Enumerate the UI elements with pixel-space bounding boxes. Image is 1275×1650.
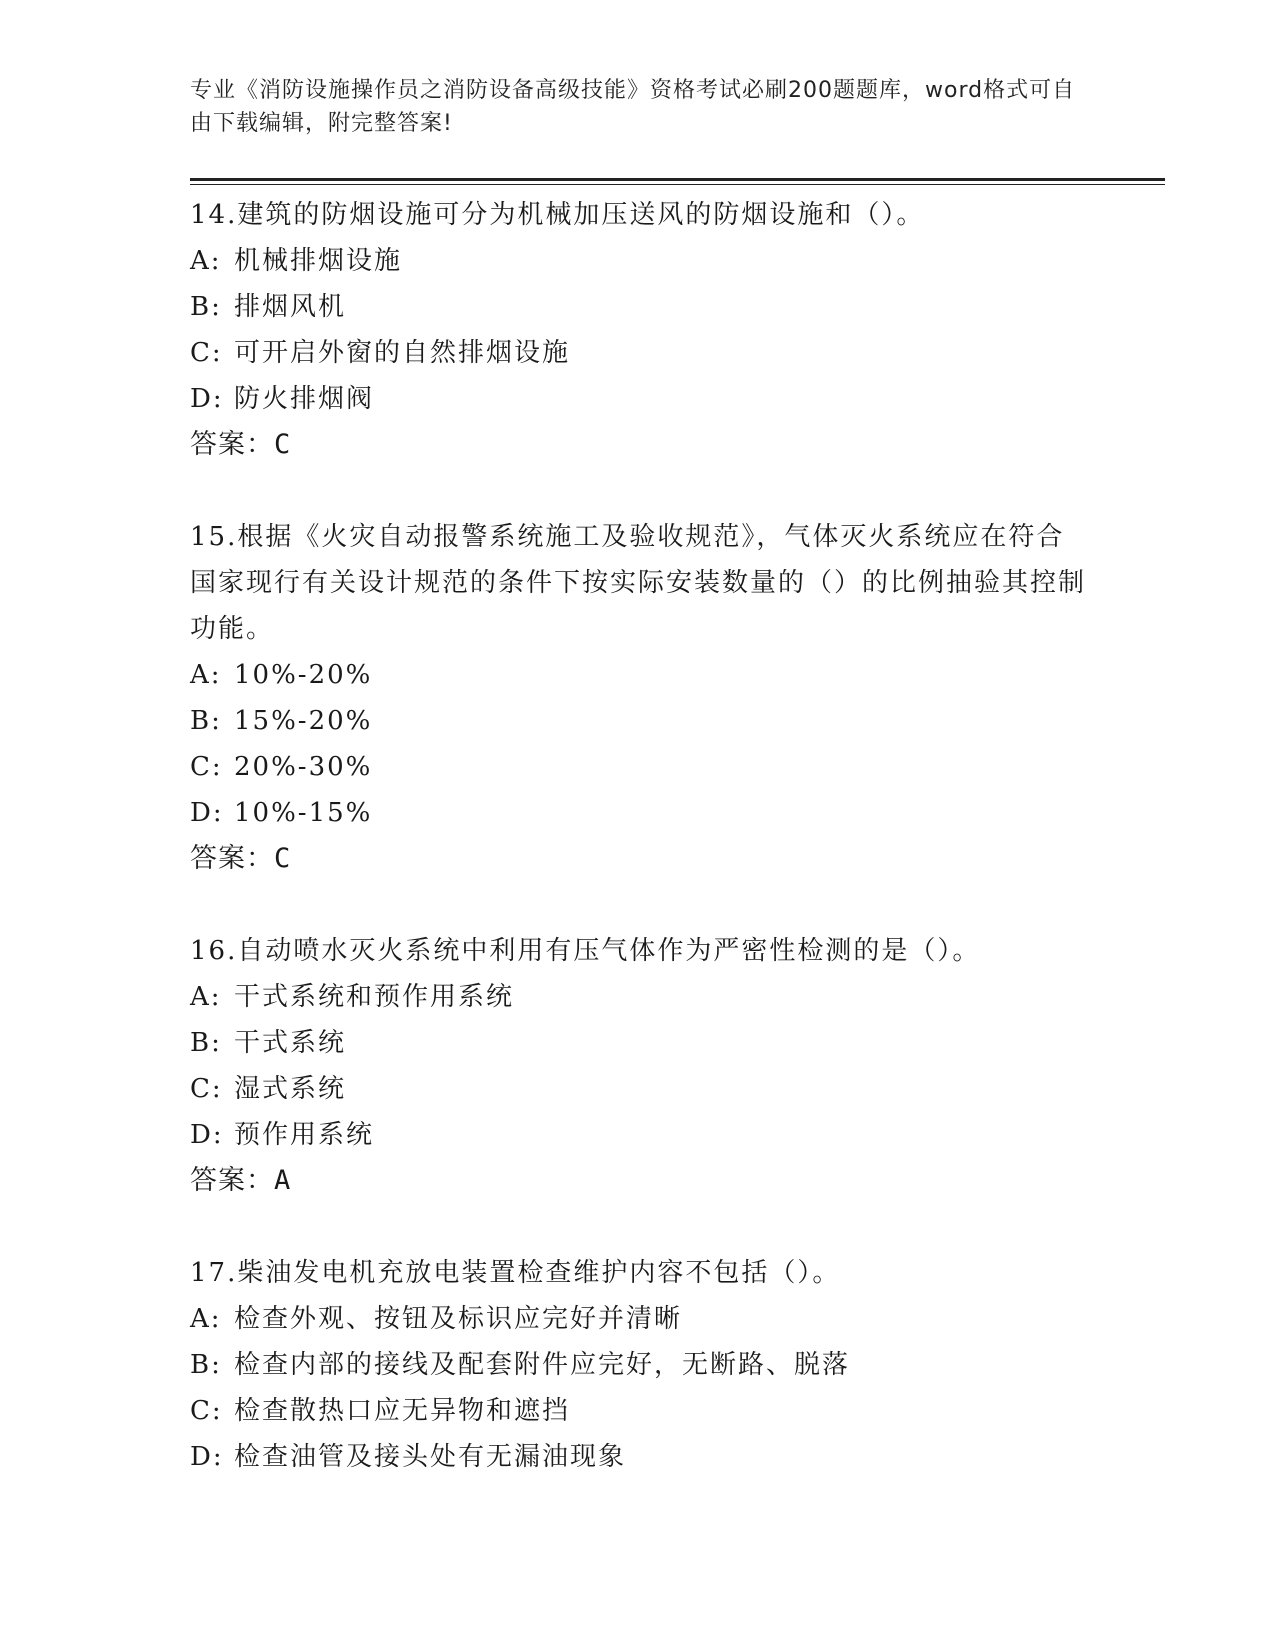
option-a xyxy=(190,974,1090,1020)
answer-label: 答案： xyxy=(190,429,274,460)
option-text: 干式系统和预作用系统 xyxy=(234,982,515,1012)
option-text: 20%-30% xyxy=(234,752,373,782)
option-d xyxy=(190,1434,1090,1480)
option-b xyxy=(190,1020,1090,1066)
question-14 xyxy=(190,192,1090,468)
option-c xyxy=(190,330,1090,376)
answer-value: A xyxy=(274,1165,292,1196)
option-b xyxy=(190,698,1090,744)
option-key: A: xyxy=(190,660,222,690)
answer-label: 答案： xyxy=(190,1165,274,1196)
option-c xyxy=(190,744,1090,790)
option-text: 防火排烟阀 xyxy=(234,384,375,414)
option-d xyxy=(190,376,1090,422)
question-stem: 17.柴油发电机充放电装置检查维护内容不包括（）。 xyxy=(190,1258,841,1288)
option-key: A: xyxy=(190,1304,222,1334)
option-key: D: xyxy=(190,384,224,414)
question-17 xyxy=(190,1250,1090,1480)
answer-line xyxy=(190,836,1090,882)
option-text: 预作用系统 xyxy=(234,1120,375,1150)
document-header: 专业《消防设施操作员之消防设备高级技能》资格考试必刷200题题库，word格式可自由下载编辑，附完整答案! xyxy=(190,78,1076,136)
option-text: 检查内部的接线及配套附件应完好，无断路、脱落 xyxy=(234,1350,851,1380)
option-text: 干式系统 xyxy=(234,1028,347,1058)
answer-label: 答案： xyxy=(190,843,274,874)
answer-value: C xyxy=(274,843,292,874)
answer-value: C xyxy=(274,429,292,460)
option-a xyxy=(190,238,1090,284)
option-c xyxy=(190,1388,1090,1434)
answer-line xyxy=(190,1158,1090,1204)
option-key: B: xyxy=(190,1350,222,1380)
option-text: 排烟风机 xyxy=(234,292,347,322)
option-d xyxy=(190,790,1090,836)
option-key: B: xyxy=(190,1028,222,1058)
option-text: 湿式系统 xyxy=(234,1074,347,1104)
option-key: A: xyxy=(190,982,222,1012)
option-text: 机械排烟设施 xyxy=(234,246,403,276)
option-c xyxy=(190,1066,1090,1112)
option-text: 检查油管及接头处有无漏油现象 xyxy=(234,1442,627,1472)
option-a xyxy=(190,652,1090,698)
option-key: D: xyxy=(190,798,224,828)
option-text: 10%-15% xyxy=(234,798,373,828)
header-divider-thick xyxy=(190,178,1165,181)
question-stem: 15.根据《火灾自动报警系统施工及验收规范》，气体灭火系统应在符合国家现行有关设计规范的条件下按实际安装数量的（）的比例抽验其控制功能。 xyxy=(190,522,1087,644)
option-text: 检查散热口应无异物和遮挡 xyxy=(234,1396,571,1426)
option-b xyxy=(190,1342,1090,1388)
option-text: 15%-20% xyxy=(234,706,373,736)
option-a xyxy=(190,1296,1090,1342)
option-text: 可开启外窗的自然排烟设施 xyxy=(234,338,571,368)
option-key: B: xyxy=(190,292,222,322)
option-key: A: xyxy=(190,246,222,276)
question-stem: 16.自动喷水灭火系统中利用有压气体作为严密性检测的是（）。 xyxy=(190,936,981,966)
option-key: B: xyxy=(190,706,222,736)
option-key: D: xyxy=(190,1120,224,1150)
option-b xyxy=(190,284,1090,330)
option-key: C: xyxy=(190,1396,223,1426)
option-key: C: xyxy=(190,338,223,368)
question-15 xyxy=(190,514,1090,882)
option-key: D: xyxy=(190,1442,224,1472)
question-stem: 14.建筑的防烟设施可分为机械加压送风的防烟设施和（）。 xyxy=(190,200,925,230)
option-key: C: xyxy=(190,752,223,782)
question-list xyxy=(190,192,1090,1480)
question-16 xyxy=(190,928,1090,1204)
header-divider-thin xyxy=(190,184,1165,185)
option-key: C: xyxy=(190,1074,223,1104)
option-text: 检查外观、按钮及标识应完好并清晰 xyxy=(234,1304,683,1334)
answer-line xyxy=(190,422,1090,468)
option-text: 10%-20% xyxy=(234,660,373,690)
option-d xyxy=(190,1112,1090,1158)
